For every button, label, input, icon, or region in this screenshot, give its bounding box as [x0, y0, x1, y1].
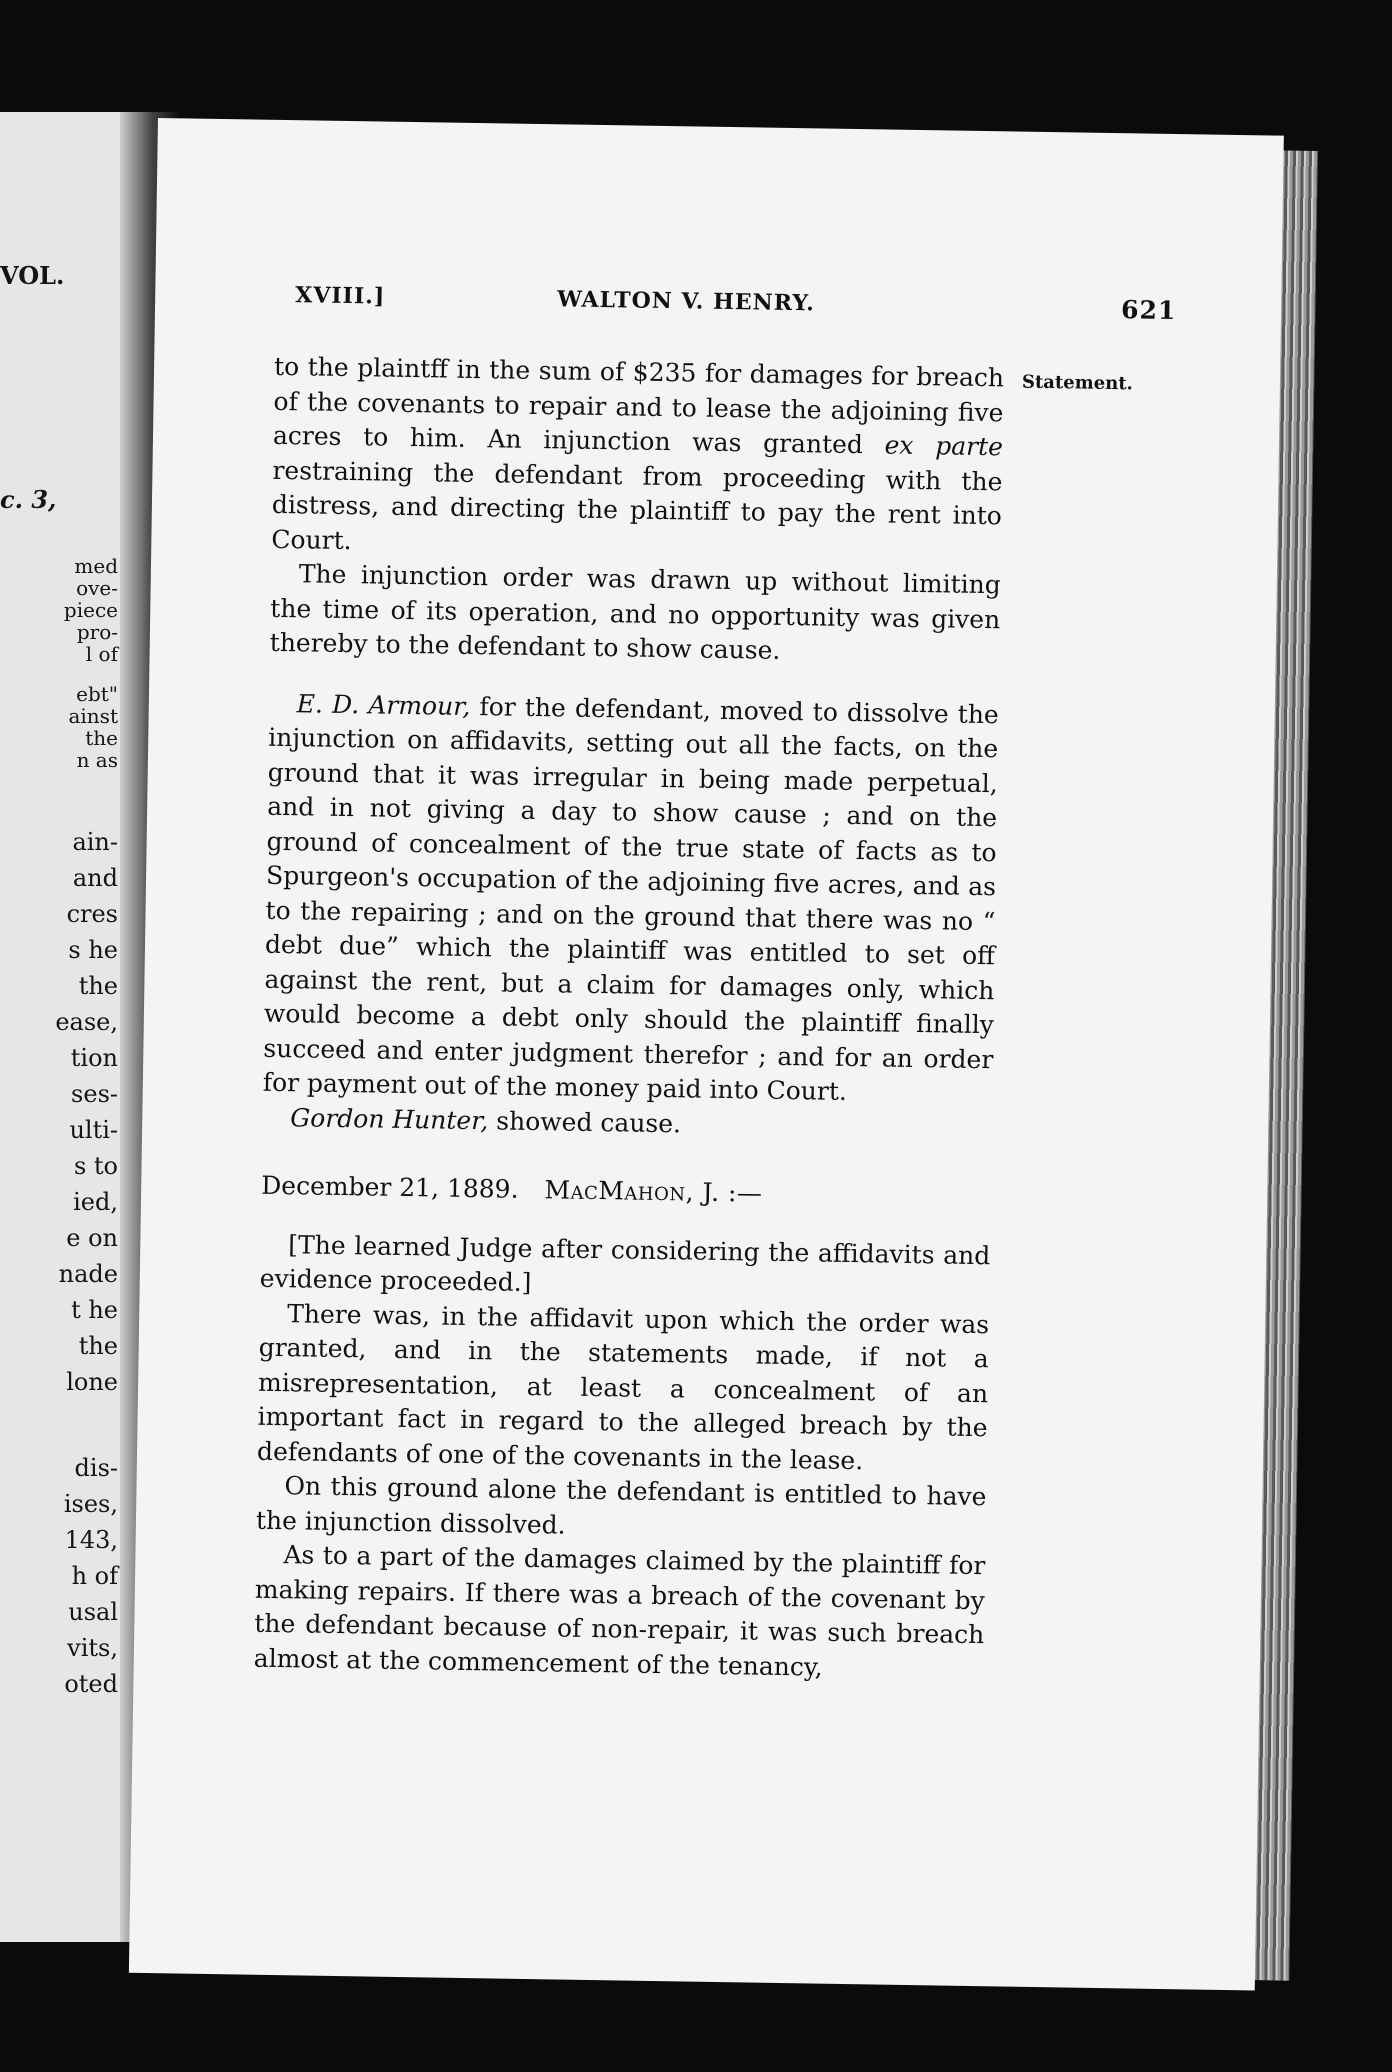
left-page-fragment: the	[78, 972, 118, 1000]
left-page-fragment: the	[78, 1332, 118, 1360]
paragraph: [The learned Judge after considering the affidavits and evidence proceeded.]	[259, 1229, 991, 1298]
left-page-fragment: the	[85, 726, 118, 750]
left-c3-label: c. 3,	[0, 485, 57, 514]
right-page	[129, 118, 1284, 1990]
margin-note: Statement.	[1021, 371, 1134, 395]
paragraph	[271, 350, 1004, 568]
left-page-fragment: l of	[85, 642, 118, 666]
paragraph: There was, in the affidavit upon which the order was granted, and in the statements made, if not a misrepresentation, at least a concealment of an important fact in regard to the alleged breach by the defendants of one of the covenants in the lease.	[256, 1298, 990, 1475]
left-page-fragment: ain-	[72, 828, 118, 856]
left-page-fragment: e on	[66, 1224, 118, 1252]
paragraph-text: restraining the defendant from proceeding with the distress, and directing the plaintiff to pay the rent into Court.	[271, 455, 1003, 555]
left-page-fragment: h of	[71, 1562, 118, 1590]
left-page-fragment: usal	[68, 1598, 118, 1626]
left-page-fragment: ses-	[71, 1080, 118, 1108]
paragraph: The injunction order was drawn up without limiting the time of its operation, and no opportunity was given thereby to the defendant to show cause.	[269, 559, 1001, 665]
left-page-fragment: ease,	[55, 1008, 118, 1036]
paragraph-text: showed cause.	[496, 1105, 682, 1138]
left-page-fragment: n as	[76, 748, 118, 772]
left-page-fragment: med	[74, 554, 118, 578]
page-number: 621	[1120, 295, 1177, 326]
left-page-fragment: ainst	[68, 704, 118, 728]
counsel-name: E. D. Armour,	[296, 688, 471, 721]
paragraph	[263, 686, 999, 1111]
left-page-fragment: nade	[58, 1260, 118, 1288]
left-page-fragment: s to	[73, 1152, 118, 1180]
left-vol-label: VOL.	[0, 261, 65, 290]
body-text	[254, 350, 1005, 1687]
case-title: WALTON V. HENRY.	[556, 286, 816, 317]
left-page-fragment: pro-	[76, 620, 118, 644]
left-page-fragment: ebt"	[76, 682, 118, 706]
left-page-fragment: cres	[66, 900, 118, 928]
left-page-fragment: ied,	[73, 1188, 118, 1216]
left-page-fragment: t he	[71, 1296, 118, 1324]
left-page-fragment: 143,	[64, 1526, 118, 1554]
paragraph: As to a part of the damages claimed by the plaintiff for making repairs. If there was a breach of the covenant by the defendant because of non-repair, it was such breach almost at the commencement of the tenancy,	[253, 1540, 986, 1682]
left-page-fragment: ulti-	[69, 1116, 118, 1144]
left-page-fragment: dis-	[74, 1454, 118, 1482]
italic-term: ex parte	[884, 430, 1004, 462]
left-page-fragment: oted	[64, 1670, 118, 1698]
judgment-dateline	[261, 1169, 991, 1215]
left-page-fragment: tion	[70, 1044, 118, 1072]
left-page-fragment: piece	[63, 598, 118, 622]
left-page-fragment: lone	[66, 1368, 118, 1396]
judgment-date: December 21, 1889.	[261, 1170, 519, 1204]
judge-name: MacMahon, J. :—	[544, 1175, 763, 1208]
paragraph-text: for the defendant, moved to dissolve the injunction on affidavits, setting out all the facts, on the ground that it was irregular in being made perpetual, and in not giving a day to show cause ; and on the ground of concealment of the true state of facts as to Spurgeon's occupation of the adjoining five acres, and as to the repairing ; and on the ground that there was no “ debt due” which the plaintiff was entitled to set off against the rent, but a claim for damages only, which would become a debt only should the plaintiff finally succeed and enter judgment therefor ; and for an order for payment out of the money paid into Court.	[262, 691, 999, 1106]
paragraph-text: to the plaintff in the sum of $235 for damages for breach of the covenants to repair and to lease the adjoining five acres to him. An injunction was granted	[272, 351, 1005, 460]
left-page-fragment: vits,	[67, 1634, 118, 1662]
left-page-fragment: ove-	[76, 576, 118, 600]
left-page-fragment: s he	[68, 936, 118, 964]
counsel-name: Gordon Hunter,	[290, 1102, 489, 1135]
volume-label: XVIII.]	[295, 282, 386, 310]
left-page-fragment: and	[72, 864, 118, 892]
left-page-fragment: ises,	[63, 1490, 118, 1518]
paragraph: On this ground alone the defendant is entitled to have the injunction dissolved.	[255, 1471, 987, 1540]
